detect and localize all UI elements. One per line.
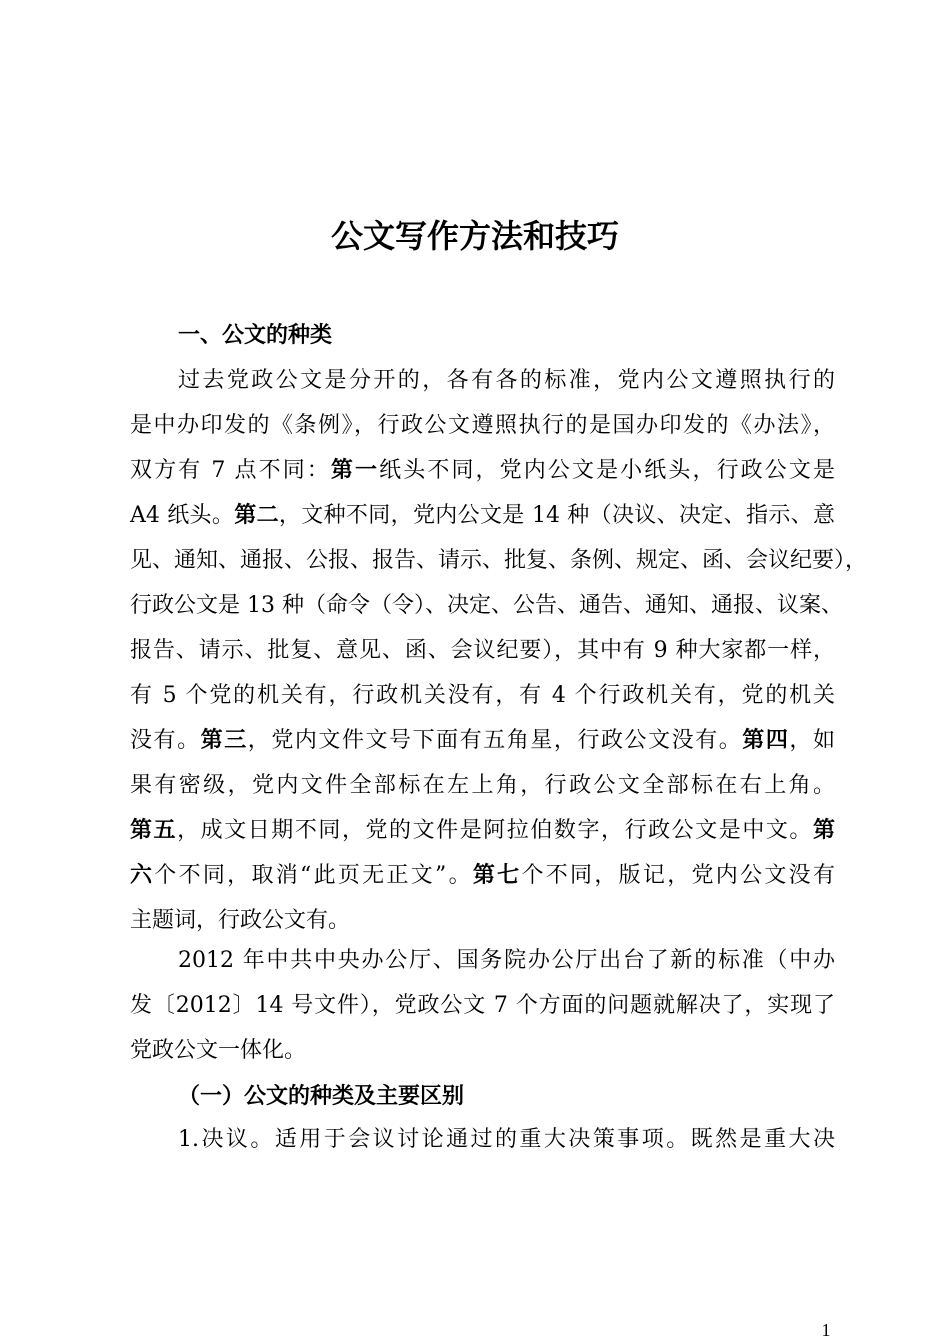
emphasis-text: 六 — [130, 863, 155, 888]
emphasis-text: 第七 — [472, 863, 522, 888]
paragraph-line: 报告、请示、批复、意见、函、会议纪要），其中有 9 种大家都一样， — [130, 638, 835, 663]
paragraph-line: 主题词，行政公文有。 — [130, 908, 351, 933]
paragraph-line: 有 5 个党的机关有，行政机关没有，有 4 个行政机关有，党的机关 — [130, 683, 835, 708]
emphasis-text: 第三 — [200, 728, 248, 753]
paragraph-line: 2012 年中共中央办公厅、国务院办公厅出台了新的标准（中办 — [178, 948, 835, 973]
paragraph-line: 是中办印发的《条例》，行政公文遵照执行的是国办印发的《办法》， — [130, 413, 835, 438]
emphasis-text: 第二 — [234, 503, 279, 528]
paragraph-line: A4 纸头。第二，文种不同，党内公文是 14 种（决议、决定、指示、意 — [130, 503, 835, 528]
paragraph-line: 没有。第三，党内文件文号下面有五角星，行政公文没有。第四，如 — [130, 728, 835, 753]
paragraph-line: 1.决议。适用于会议讨论通过的重大决策事项。既然是重大决 — [178, 1127, 835, 1152]
paragraph-line: 见、通知、通报、公报、报告、请示、批复、条例、规定、函、会议纪要）， — [130, 548, 868, 573]
emphasis-text: 第五 — [130, 818, 178, 843]
paragraph-line: 第五，成文日期不同，党的文件是阿拉伯数字，行政公文是中文。第 — [130, 818, 835, 843]
paragraph-line: 党政公文一体化。 — [130, 1038, 307, 1063]
paragraph-line: 六个不同，取消“此页无正文”。第七个不同，版记，党内公文没有 — [130, 863, 835, 888]
section-heading: 一、公文的种类 — [178, 323, 333, 348]
paragraph-line: 双方有 7 点不同：第一纸头不同，党内公文是小纸头，行政公文是 — [130, 458, 835, 483]
paragraph-line: 果有密级，党内文件全部标在左上角，行政公文全部标在右上角。 — [130, 773, 835, 798]
emphasis-text: 第四 — [742, 728, 790, 753]
document-title: 公文写作方法和技巧 — [330, 217, 619, 255]
page-number: 1 — [821, 1320, 831, 1340]
emphasis-text: 第 — [812, 818, 835, 843]
paragraph-line: 过去党政公文是分开的，各有各的标准，党内公文遵照执行的 — [178, 368, 835, 393]
paragraph-line: 行政公文是 13 种（命令（令）、决定、公告、通告、通知、通报、议案、 — [130, 593, 843, 618]
subsection-heading: （一）公文的种类及主要区别 — [178, 1084, 465, 1109]
paragraph-line: 发〔2012〕14 号文件），党政公文 7 个方面的问题就解决了，实现了 — [130, 993, 835, 1018]
emphasis-text: 第一 — [330, 458, 380, 483]
